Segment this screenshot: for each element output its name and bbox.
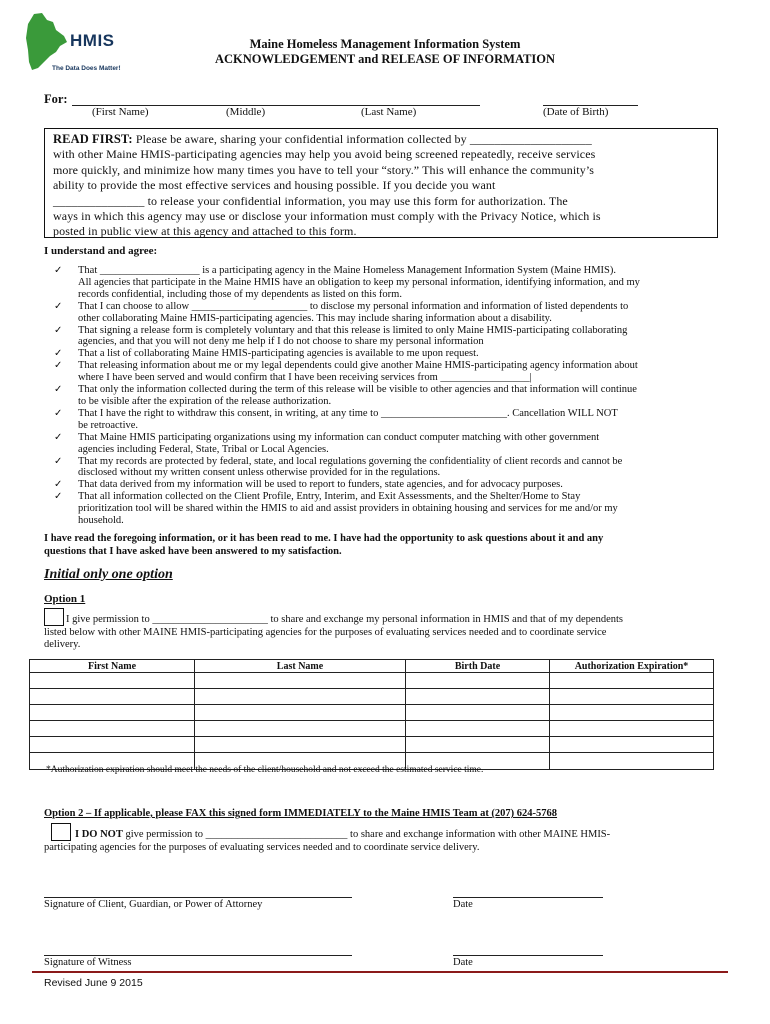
table-row: [30, 737, 714, 753]
agreement-item: ✓ That only the information collected during the term of this release will be visible to other agencies and that information will continue to be visible after the expiration of the release authorization.: [54, 384, 637, 407]
col-authorization-expiration: Authorization Expiration*: [550, 660, 714, 673]
table-row: [30, 689, 714, 705]
table-row: [30, 721, 714, 737]
agreement-item: ✓ That releasing information about me or my legal dependents could give another Maine HMIS-participating agency information about where I have been served and would confirm that I have been receiving services from _________________|: [54, 360, 638, 384]
read-first-label: READ FIRST:: [53, 132, 133, 146]
middle-name-caption: (Middle): [226, 106, 266, 118]
col-first-name: First Name: [30, 660, 195, 673]
checkmark-icon: ✓: [54, 265, 63, 276]
logo-tagline: The Data Does Matter!: [52, 65, 121, 72]
client-date-caption: Date: [453, 899, 473, 910]
for-label: For:: [44, 92, 68, 106]
table-cell[interactable]: [550, 753, 714, 769]
dependents-table: [29, 659, 714, 770]
option2-text: I DO NOT give permission to ___________________________ to share and exchange information with other MAINE HMIS- participating agencies for the purposes of evaluating services needed and to coordinate service delivery.: [44, 829, 611, 853]
logo-title: HMIS: [70, 31, 115, 50]
agreement-item: ✓ That I can choose to allow ______________________ to disclose my personal information and information of listed dependents to other collaborating Maine HMIS-participating agencies. This may include sharing information about a disability.: [54, 300, 629, 324]
checkmark-icon: ✓: [54, 324, 63, 336]
checkmark-icon: ✓: [54, 407, 63, 419]
agree-heading: I understand and agree:: [44, 245, 158, 257]
initial-heading: Initial only one option: [44, 567, 173, 582]
table-cell[interactable]: [195, 673, 406, 689]
table-cell[interactable]: [30, 737, 195, 753]
table-cell[interactable]: [195, 705, 406, 721]
last-name-caption: (Last Name): [361, 106, 417, 118]
form-title: Maine Homeless Management Information System: [249, 37, 521, 51]
table-cell[interactable]: [195, 689, 406, 705]
checkmark-icon: ✓: [54, 455, 63, 467]
option1-title: Option 1: [44, 593, 86, 605]
acknowledgement-statement: I have read the foregoing information, or it has been read to me. I have had the opportunity to ask questions about it and any questions that I have asked have been answered to my satisfaction.: [44, 533, 604, 557]
dob-caption: (Date of Birth): [543, 106, 609, 118]
expiration-note: *Authorization expiration should meet the needs of the client/household and not exceed the estimated service time.: [46, 765, 484, 775]
table-cell[interactable]: [195, 721, 406, 737]
footer-divider: [32, 971, 728, 973]
agreement-item: ✓ That I have the right to withdraw this consent, in writing, at any time to ________________________. Cancellation WILL NOT be retroactive.: [54, 407, 618, 431]
agreement-item: ✓ That data derived from my information will be used to report to funders, state agencies, and for advocacy purposes.: [54, 479, 563, 491]
option1-text: I give permission to ______________________ to share and exchange my personal information in HMIS and that of my dependents listed below with other MAINE HMIS-participating agencies for the purposes of evaluating services needed and to coordinate service delivery.: [44, 614, 623, 650]
table-cell[interactable]: [30, 705, 195, 721]
agreement-item: ✓ That a list of collaborating Maine HMIS-participating agencies is available to me upon request.: [54, 348, 479, 360]
agreement-item: ✓ That signing a release form is completely voluntary and that this release is limited to only Maine HMIS-participating collaborating agencies, and that you will not deny me help if I do not choose to share my personal information: [54, 324, 628, 348]
checkmark-icon: ✓: [54, 360, 63, 372]
table-cell[interactable]: [550, 673, 714, 689]
table-cell[interactable]: [30, 673, 195, 689]
table-row: [30, 673, 714, 689]
agreement-item: ✓ That my records are protected by federal, state, and local regulations governing the confidentiality of client records and cannot be disclosed without my written consent unless otherwise provided for in the regulations.: [54, 455, 623, 479]
option2-title: Option 2 – If applicable, please FAX this signed form IMMEDIATELY to the Maine HMIS Team at (207) 624-5768: [44, 808, 558, 819]
agreement-item: ✓ That ___________________ is a participating agency in the Maine Homeless Management Information System (Maine HMIS). All agencies that participate in the Maine HMIS have an obligation to keep my personal information, identifying information, and my records confidential, including those of my dependents as listed on this form.: [54, 265, 640, 300]
read-first-notice: READ FIRST: Please be aware, sharing your confidential information collected by ____________________ with other Maine HMIS-participating agencies may help you avoid being screened repeatedly, receive services more quickly, and minimize how many times you have to tell your “story.” This will enhance the community’s ability to provide the most effective services and housing possible. If you decide you want _______________ to release your confidential information, you may use this form for authorization. The ways in which this agency may use or disclose your information must comply with the Privacy Notice, which is posted in public view at this agency and attached to this form.: [44, 128, 718, 238]
agreement-item: ✓ That all information collected on the Client Profile, Entry, Interim, and Exit Assessments, and the Shelter/Home to Stay prioritization tool will be shared within the HMIS to aid and assist providers in obtaining housing and services for me and/or my household.: [54, 491, 618, 527]
table-cell[interactable]: [406, 705, 550, 721]
table-cell[interactable]: [30, 689, 195, 705]
table-cell[interactable]: [550, 737, 714, 753]
checkmark-icon: ✓: [54, 431, 63, 443]
checkmark-icon: ✓: [54, 300, 63, 312]
witness-signature-caption: Signature of Witness: [44, 957, 132, 968]
table-cell[interactable]: [406, 721, 550, 737]
checkmark-icon: ✓: [54, 348, 63, 360]
table-row: [30, 705, 714, 721]
witness-date-line[interactable]: [453, 955, 603, 956]
checkmark-icon: ✓: [54, 479, 63, 491]
client-signature-line[interactable]: [44, 897, 352, 898]
client-signature-caption: Signature of Client, Guardian, or Power of Attorney: [44, 899, 263, 910]
col-birth-date: Birth Date: [406, 660, 550, 673]
revision-date: Revised June 9 2015: [44, 977, 143, 989]
form-subtitle: ACKNOWLEDGEMENT and RELEASE OF INFORMATION: [214, 52, 556, 66]
col-last-name: Last Name: [195, 660, 406, 673]
table-cell[interactable]: [195, 737, 406, 753]
table-cell[interactable]: [550, 705, 714, 721]
first-name-caption: (First Name): [92, 106, 149, 118]
witness-date-caption: Date: [453, 957, 473, 968]
table-cell[interactable]: [406, 673, 550, 689]
table-cell[interactable]: [406, 689, 550, 705]
table-cell[interactable]: [406, 737, 550, 753]
table-cell[interactable]: [550, 689, 714, 705]
agreement-item: ✓ That Maine HMIS participating organizations using my information can conduct computer matching with other government agencies including Federal, State, Tribal or Local Agencies.: [54, 431, 600, 455]
agreement-list: [54, 265, 734, 527]
checkmark-icon: ✓: [54, 491, 63, 503]
checkmark-icon: ✓: [54, 384, 63, 396]
table-cell[interactable]: [30, 721, 195, 737]
table-cell[interactable]: [550, 721, 714, 737]
witness-signature-line[interactable]: [44, 955, 352, 956]
client-date-line[interactable]: [453, 897, 603, 898]
